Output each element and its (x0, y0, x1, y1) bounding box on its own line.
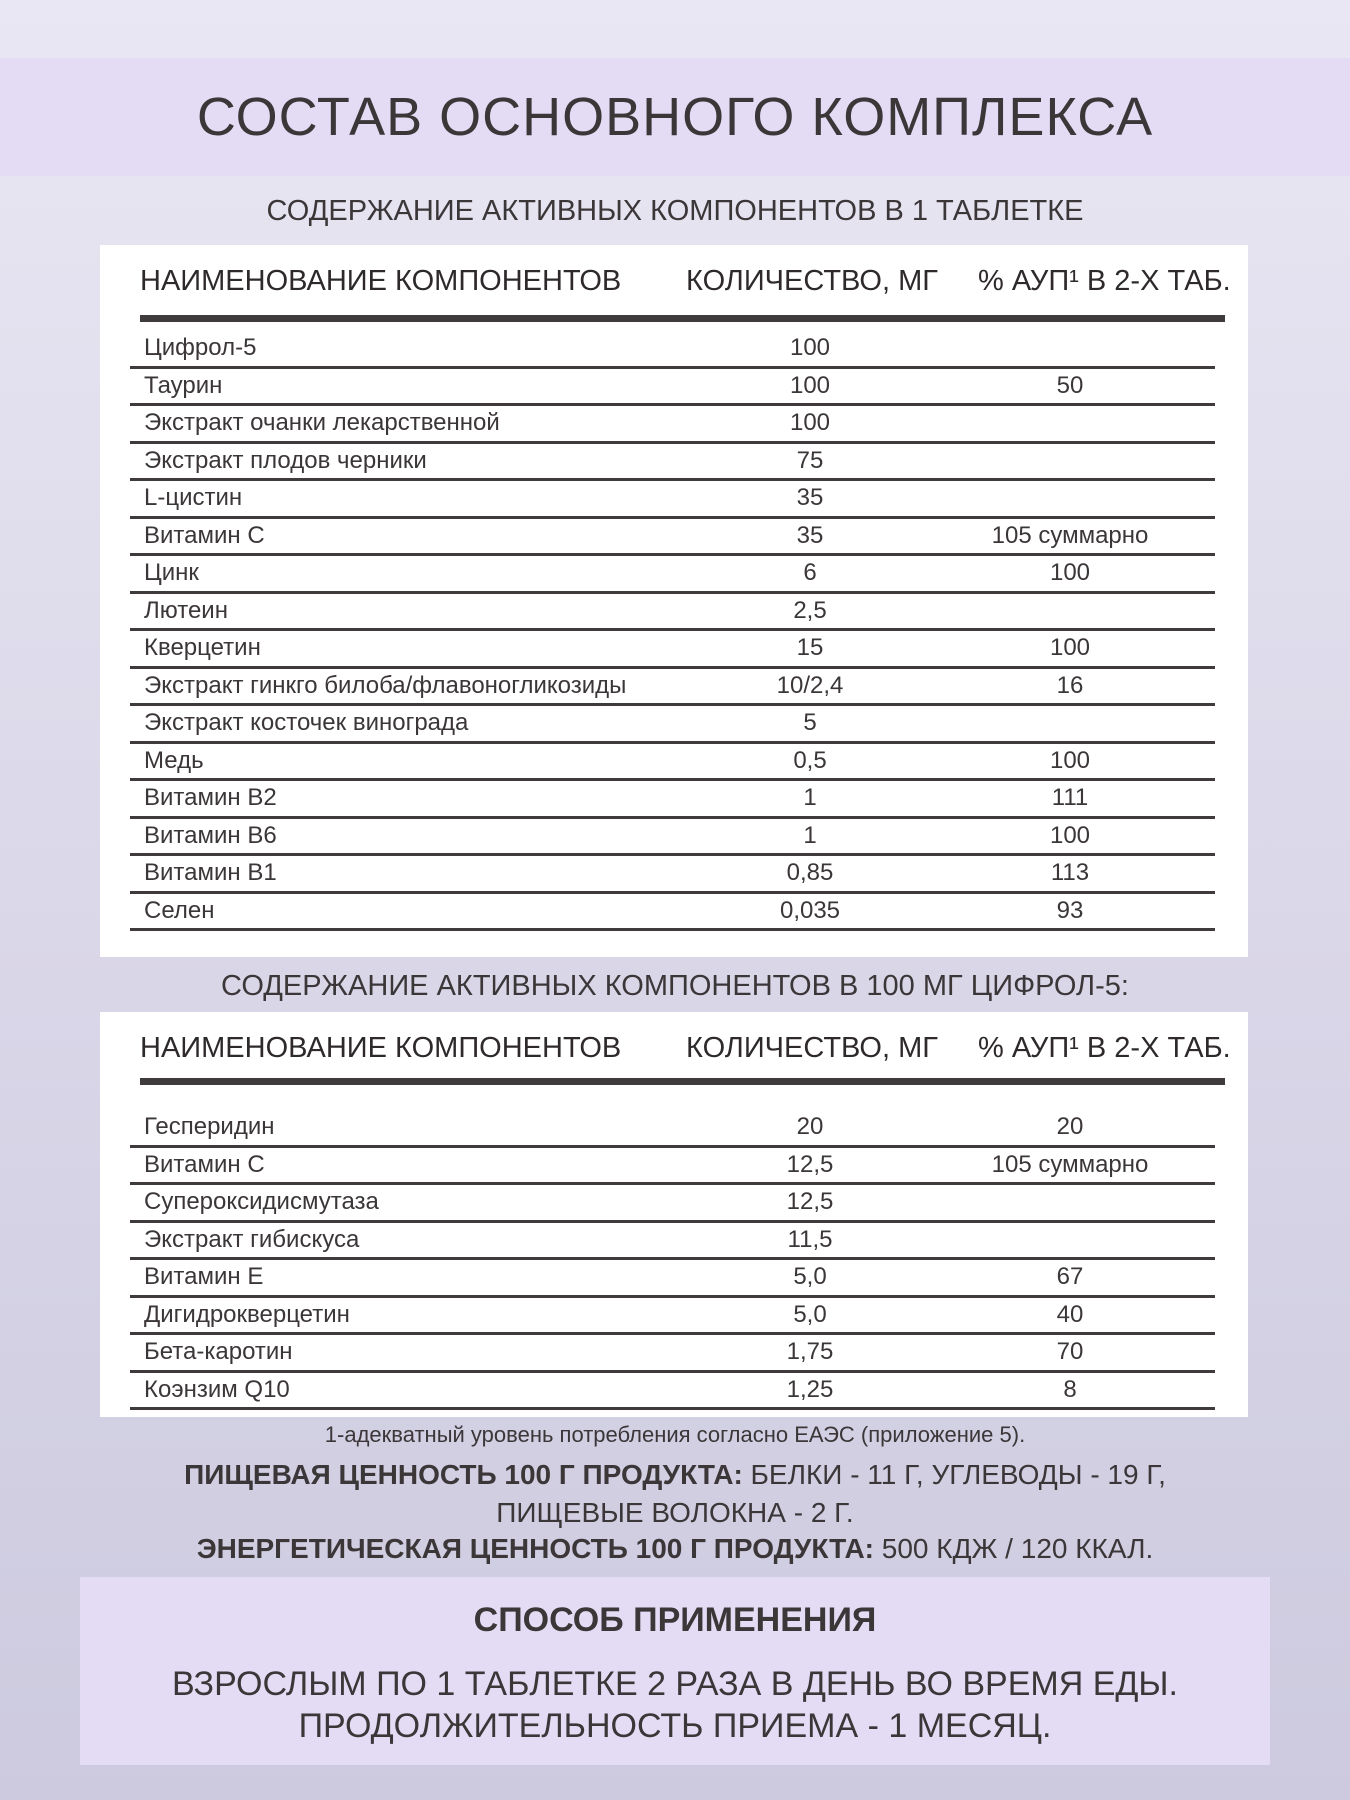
component-qty: 2,5 (793, 596, 827, 624)
table-row (130, 1107, 1215, 1148)
component-name: Лютеин (144, 596, 228, 624)
header-divider (140, 315, 1225, 322)
table-row (130, 366, 1215, 407)
component-name: Цифрол-5 (144, 334, 257, 361)
component-qty: 1 (803, 821, 817, 849)
table-row (130, 1370, 1215, 1411)
table-row (130, 816, 1215, 857)
component-name: Экстракт гинкго билоба/флавоногликозиды (144, 671, 627, 699)
component-pct: 105 суммарно (991, 521, 1149, 549)
component-name: Таурин (144, 371, 223, 399)
table1-header (140, 265, 1231, 305)
component-pct: 100 (1049, 634, 1091, 661)
table-row (130, 478, 1215, 519)
usage-text (80, 1663, 1270, 1747)
component-pct: 67 (1056, 1263, 1084, 1290)
table2-panel (100, 1012, 1248, 1417)
component-name: Витамин Е (144, 1263, 264, 1290)
component-qty: 20 (796, 1113, 824, 1140)
header-pct: % АУП¹ В 2-Х ТАБ. (978, 1032, 1231, 1064)
table1-panel (100, 245, 1248, 957)
component-qty: 1,25 (786, 1375, 834, 1403)
table-row (130, 1220, 1215, 1261)
component-name: Кверцетин (144, 634, 261, 661)
header-name: НАИМЕНОВАНИЕ КОМПОНЕНТОВ (140, 265, 622, 297)
component-qty: 5,0 (793, 1300, 827, 1328)
component-pct: 8 (1063, 1375, 1077, 1403)
component-pct: 100 (1049, 746, 1091, 774)
table-row (130, 741, 1215, 782)
nutrition-label: ПИЩЕВАЯ ЦЕННОСТЬ 100 Г ПРОДУКТА: (184, 1459, 743, 1490)
table2-subtitle: СОДЕРЖАНИЕ АКТИВНЫХ КОМПОНЕНТОВ В 100 МГ ЦИФРОЛ-5: (221, 970, 1129, 1002)
component-qty: 75 (796, 446, 824, 474)
component-qty: 12,5 (786, 1188, 834, 1215)
table-row (130, 553, 1215, 594)
component-name: Селен (144, 896, 215, 924)
component-qty: 12,5 (786, 1150, 834, 1178)
component-name: Цинк (144, 559, 199, 586)
nutrition-info (0, 1456, 1350, 1532)
table-row (130, 1332, 1215, 1373)
component-name: Витамин В6 (144, 821, 277, 849)
component-pct: 111 (1051, 784, 1089, 811)
component-name: Гесперидин (144, 1113, 275, 1140)
component-pct: 113 (1050, 859, 1090, 886)
component-name: Экстракт очанки лекарственной (144, 409, 500, 436)
component-name: Экстракт гибискуса (144, 1225, 360, 1253)
header-divider (140, 1078, 1225, 1085)
component-pct: 93 (1056, 896, 1084, 924)
table-row (130, 1145, 1215, 1186)
component-pct: 16 (1056, 671, 1084, 699)
usage-section (80, 1577, 1270, 1765)
component-name: Дигидрокверцетин (144, 1300, 350, 1328)
component-pct: 50 (1056, 371, 1084, 399)
component-pct: 20 (1056, 1113, 1084, 1140)
header-name: НАИМЕНОВАНИЕ КОМПОНЕНТОВ (140, 1032, 622, 1064)
table-row (130, 891, 1215, 932)
table-row (130, 591, 1215, 632)
component-qty: 35 (796, 484, 824, 511)
component-name: Медь (144, 746, 204, 774)
component-name: L-цистин (144, 484, 243, 511)
component-qty: 15 (796, 634, 824, 661)
usage-line-1: ВЗРОСЛЫМ ПО 1 ТАБЛЕТКЕ 2 РАЗА В ДЕНЬ ВО ВРЕМЯ ЕДЫ. (172, 1665, 1178, 1703)
table-row (130, 778, 1215, 819)
component-qty: 0,85 (786, 859, 834, 886)
component-name: Витамин В2 (144, 784, 277, 811)
table-row (130, 1295, 1215, 1336)
component-qty: 6 (803, 559, 817, 586)
component-name: Супероксидисмутаза (144, 1188, 379, 1215)
component-qty: 0,5 (793, 746, 827, 774)
table-row (130, 853, 1215, 894)
energy-info (0, 1530, 1350, 1568)
component-qty: 100 (789, 371, 831, 399)
usage-title: СПОСОБ ПРИМЕНЕНИЯ (473, 1601, 877, 1639)
table-row (130, 1257, 1215, 1298)
component-qty: 1,75 (786, 1338, 834, 1365)
component-name: Витамин С (144, 521, 265, 549)
header-qty: КОЛИЧЕСТВО, МГ (686, 265, 938, 297)
component-qty: 5 (803, 709, 817, 736)
component-qty: 10/2,4 (776, 671, 844, 699)
component-name: Бета-каротин (144, 1338, 293, 1365)
component-pct: 100 (1049, 821, 1091, 849)
table-row (130, 328, 1215, 369)
table-row (130, 1182, 1215, 1223)
header-pct: % АУП¹ В 2-Х ТАБ. (978, 265, 1231, 297)
table-row (130, 666, 1215, 707)
component-pct: 70 (1056, 1338, 1084, 1365)
title-band (0, 58, 1350, 176)
component-qty: 100 (789, 409, 831, 436)
table1-subtitle: СОДЕРЖАНИЕ АКТИВНЫХ КОМПОНЕНТОВ В 1 ТАБЛЕТКЕ (266, 195, 1084, 227)
nutrition-value-1: БЕЛКИ - 11 Г, УГЛЕВОДЫ - 19 Г, (742, 1459, 1166, 1490)
component-qty: 100 (789, 334, 831, 361)
table-row (130, 628, 1215, 669)
page-title: СОСТАВ ОСНОВНОГО КОМПЛЕКСА (196, 87, 1154, 147)
component-name: Коэнзим Q10 (144, 1375, 290, 1403)
energy-value: 500 КДЖ / 120 ККАЛ. (874, 1533, 1154, 1564)
component-pct: 105 суммарно (991, 1150, 1149, 1178)
component-qty: 35 (796, 521, 824, 549)
energy-label: ЭНЕРГЕТИЧЕСКАЯ ЦЕННОСТЬ 100 Г ПРОДУКТА: (196, 1533, 874, 1564)
component-name: Витамин В1 (144, 859, 277, 886)
table2-header (140, 1032, 1231, 1072)
footnote: 1-адекватный уровень потребления согласно ЕАЭС (приложение 5). (324, 1422, 1026, 1447)
nutrition-value-2: ПИЩЕВЫЕ ВОЛОКНА - 2 Г. (496, 1497, 854, 1528)
component-name: Экстракт косточек винограда (144, 709, 469, 736)
table-row (130, 516, 1215, 557)
table-row (130, 403, 1215, 444)
header-qty: КОЛИЧЕСТВО, МГ (686, 1032, 938, 1064)
usage-line-2: ПРОДОЛЖИТЕЛЬНОСТЬ ПРИЕМА - 1 МЕСЯЦ. (298, 1707, 1052, 1745)
component-qty: 5,0 (793, 1263, 827, 1290)
component-name: Витамин С (144, 1150, 265, 1178)
component-qty: 11,5 (787, 1225, 833, 1253)
component-name: Экстракт плодов черники (144, 446, 427, 474)
table-row (130, 441, 1215, 482)
component-qty: 1 (803, 784, 817, 811)
component-pct: 100 (1049, 559, 1091, 586)
component-qty: 0,035 (779, 896, 841, 924)
table-row (130, 703, 1215, 744)
component-pct: 40 (1056, 1300, 1084, 1328)
